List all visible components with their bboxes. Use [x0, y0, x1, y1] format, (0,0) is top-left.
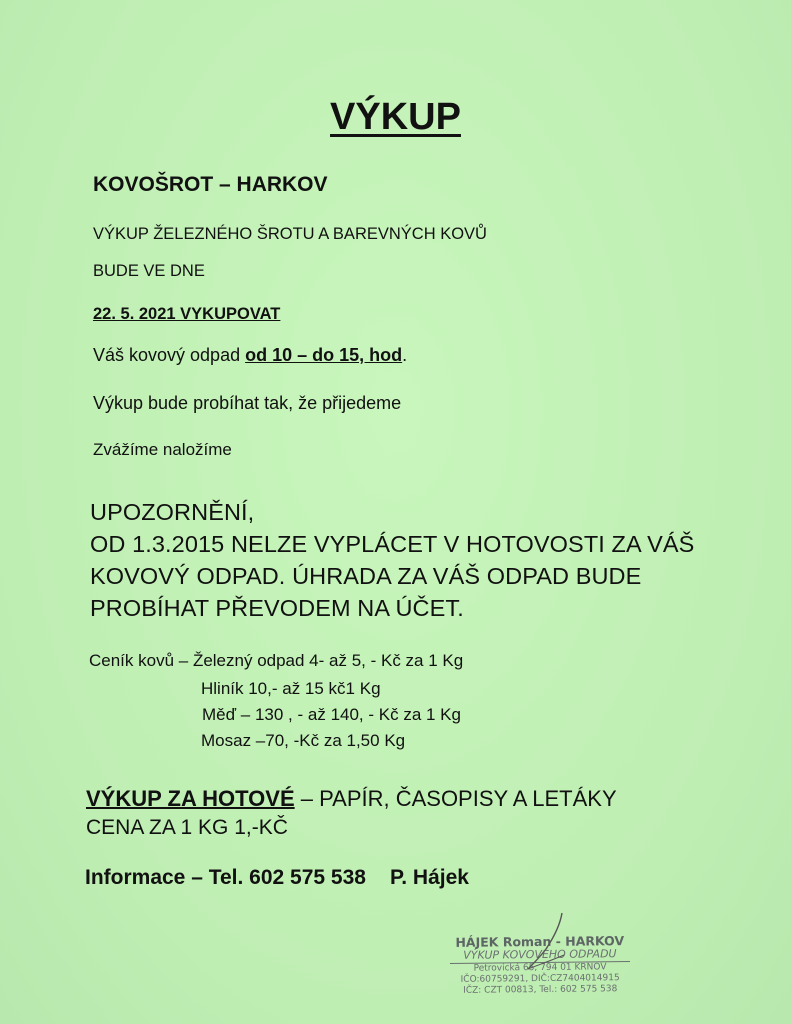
notice-block — [90, 496, 694, 624]
price-line-copper: Měď – 130 , - až 140, - Kč za 1 Kg — [202, 705, 461, 724]
notice-line: PROBÍHAT PŘEVODEM NA ÚČET. — [90, 595, 464, 621]
hours-suffix: . — [402, 345, 408, 365]
intro-day-line: BUDE VE DNE — [93, 262, 205, 280]
price-line-brass: Mosaz –70, -Kč za 1,50 Kg — [201, 731, 406, 750]
cash-price-line: CENA ZA 1 KG 1,-KČ — [86, 816, 288, 839]
cash-purchase-items: – PAPÍR, ČASOPISY A LETÁKY — [294, 786, 617, 811]
stamp-subtitle: VÝKUP KOVOVÉHO ODPADU — [450, 947, 630, 964]
contact-line — [85, 866, 469, 890]
stamp-name: HÁJEK Roman - HARKOV — [455, 933, 625, 950]
date-line: 22. 5. 2021 VYKUPOVAT — [93, 305, 281, 323]
company-name: KOVOŠROT – HARKOV — [93, 173, 328, 196]
contact-name: P. Hájek — [389, 866, 469, 889]
notice-heading: UPOZORNĚNÍ, — [90, 499, 255, 525]
hours-line — [93, 345, 407, 366]
cash-purchase-label: VÝKUP ZA HOTOVÉ — [86, 786, 295, 811]
weigh-line: Zvážíme naložíme — [93, 440, 232, 459]
intro-line: VÝKUP ŽELEZNÉHO ŠROTU A BAREVNÝCH KOVŮ — [93, 225, 487, 243]
stamp-czt: IČZ: CZT 00813, Tel.: 602 575 538 — [463, 984, 618, 996]
notice-line: OD 1.3.2015 NELZE VYPLÁCET V HOTOVOSTI ZA VÁŠ — [90, 531, 695, 557]
contact-info: Informace – Tel. 602 575 538 — [85, 866, 366, 889]
price-line-iron: Ceník kovů – Železný odpad 4- až 5, - Kč za 1 Kg — [89, 651, 464, 670]
process-line: Výkup bude probíhat tak, že přijedeme — [93, 393, 402, 413]
stamp-ids: IČO:60759291, DIČ:CZ7404014915 — [460, 973, 620, 985]
page-title: VÝKUP — [330, 96, 461, 138]
notice-line: KOVOVÝ ODPAD. ÚHRADA ZA VÁŠ ODPAD BUDE — [90, 563, 642, 589]
hours-prefix: Váš kovový odpad — [93, 345, 246, 365]
price-line-aluminium: Hliník 10,- až 15 kč1 Kg — [201, 679, 381, 698]
stamp-address: Petrovická 65, 794 01 KRNOV — [473, 962, 607, 974]
hours-value: od 10 – do 15, hod — [245, 345, 403, 365]
company-stamp — [450, 934, 631, 997]
cash-purchase-line — [86, 786, 617, 812]
